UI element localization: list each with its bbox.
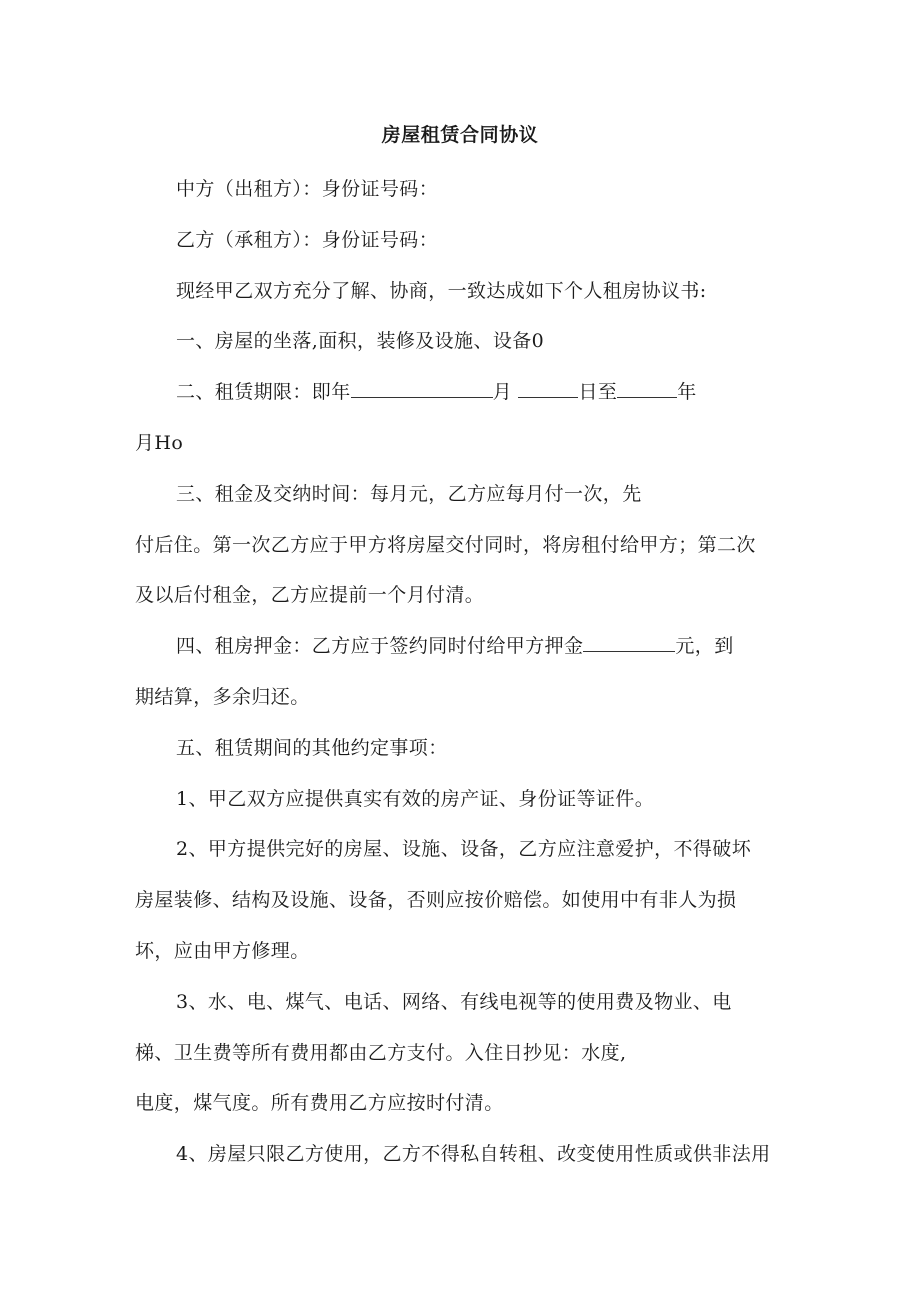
item-3-line-2: 梯、卫生费等所有费用都由乙方支付。入住日抄见：水度, bbox=[135, 1042, 627, 1064]
party-b-line: 乙方（承租方）：身份证号码： bbox=[176, 229, 439, 251]
clause-2-month: 月 bbox=[492, 381, 513, 403]
clause-2-prefix: 二、租赁期限：即年 bbox=[176, 381, 351, 403]
year-blank bbox=[351, 380, 493, 398]
item-2-line-2: 房屋装修、结构及设施、设备，否则应按价赔偿。如使用中有非人为损 bbox=[135, 889, 737, 911]
day-blank bbox=[617, 380, 677, 398]
page-title: 房屋租赁合同协议 bbox=[381, 124, 539, 146]
item-2-line-1: 2、甲方提供完好的房屋、设施、设备，乙方应注意爱护，不得破坏 bbox=[176, 838, 752, 860]
item-4-line-1: 4、房屋只限乙方使用，乙方不得私自转租、改变使用性质或供非法用 bbox=[176, 1143, 771, 1165]
clause-4-line-2: 期结算，多余归还。 bbox=[135, 686, 310, 708]
item-3-line-3: 电度，煤气度。所有费用乙方应按时付清。 bbox=[135, 1092, 504, 1114]
item-3-line-1: 3、水、电、煤气、电话、网络、有线电视等的使用费及物业、电 bbox=[176, 991, 732, 1013]
clause-2 bbox=[0, 379, 697, 405]
clause-2-year: 年 bbox=[677, 381, 697, 403]
item-2-line-3: 坏，应由甲方修理。 bbox=[135, 940, 310, 962]
clause-3-line-3: 及以后付租金，乙方应提前一个月付清。 bbox=[135, 584, 485, 606]
clause-1: 一、房屋的坐落,面积，装修及设施、设备0 bbox=[176, 330, 545, 352]
item-1: 1、甲乙双方应提供真实有效的房产证、身份证等证件。 bbox=[176, 788, 655, 810]
intro-line: 现经甲乙双方充分了解、协商，一致达成如下个人租房协议书: bbox=[176, 280, 707, 302]
month-blank bbox=[518, 380, 578, 398]
deposit-blank bbox=[583, 634, 675, 652]
clause-4-prefix: 四、租房押金：乙方应于签约同时付给甲方押金 bbox=[176, 635, 584, 657]
party-a-line: 中方（出租方）：身份证号码： bbox=[176, 178, 439, 200]
clause-4-suffix: 元，到 bbox=[675, 635, 734, 657]
clause-2-continuation: 月Ho bbox=[135, 432, 184, 454]
clause-3-line-2: 付后住。第一次乙方应于甲方将房屋交付同时，将房租付给甲方；第二次 bbox=[135, 534, 756, 556]
clause-4 bbox=[0, 633, 734, 659]
clause-3-line-1: 三、租金及交纳时间：每月元，乙方应每月付一次，先 bbox=[176, 483, 642, 505]
clause-2-day-to: 日至 bbox=[578, 381, 618, 403]
clause-5: 五、租赁期间的其他约定事项： bbox=[176, 737, 448, 759]
